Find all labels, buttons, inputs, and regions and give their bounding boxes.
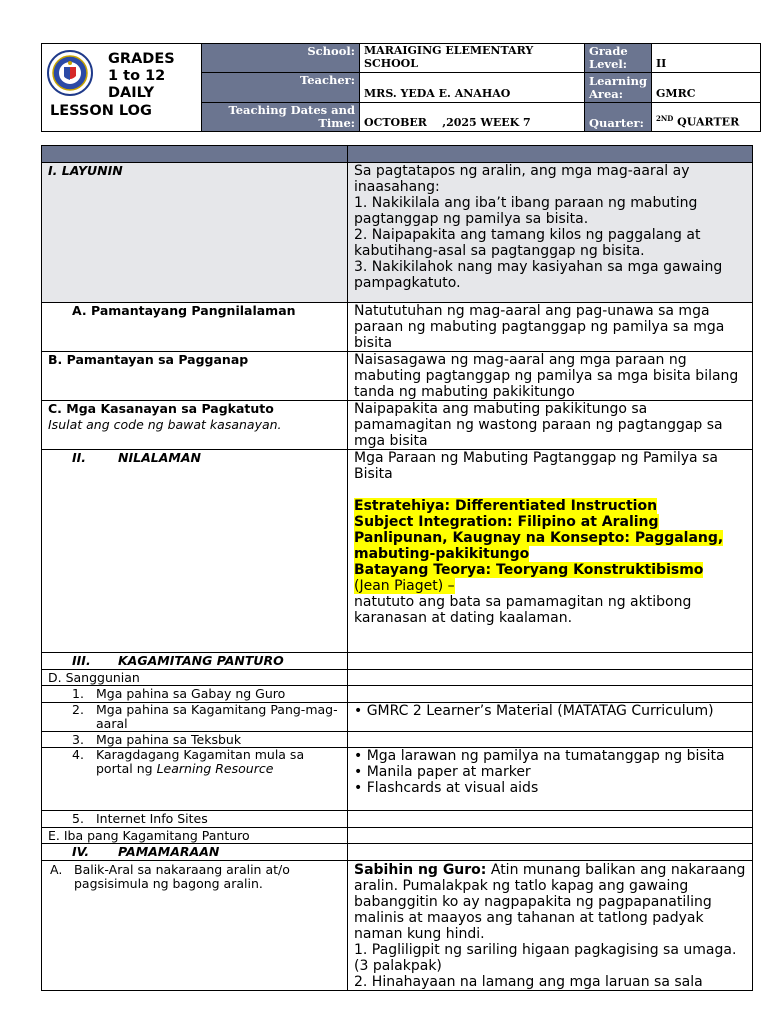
teaching-dates-value: OCTOBER ,2025 WEEK 7 bbox=[360, 102, 585, 131]
header-table bbox=[41, 43, 761, 132]
quarter-value: $^{2ND}$ QUARTER bbox=[652, 102, 761, 131]
row-layunin bbox=[42, 163, 753, 303]
school-value: MARAIGING ELEMENTARY SCHOOL bbox=[360, 44, 585, 73]
teaching-dates-label: Teaching Dates and Time: bbox=[202, 102, 360, 131]
row-pamantayan-pagganap bbox=[42, 352, 753, 401]
nilalaman-label: II. NILALAMAN bbox=[42, 450, 348, 653]
grade-level-value: II bbox=[652, 44, 761, 73]
row-pamantayang-pangnilalaman bbox=[42, 303, 753, 352]
layunin-content: Sa pagtatapos ng aralin, ang mga mag-aaral ay inaasahang: 1. Nakikilala ang iba’t ibang paraan ng mabuting pagtanggap ng pamilya sa bisita. 2. Naipapakita ang tamang kilos ng paggalang at kabutihang-asal sa pagtanggap ng bisita. 3. Nakikilahok nang may kasiyahan sa mga gawaing pampagkatuto. bbox=[348, 163, 753, 303]
learning-area-label: Learning Area: bbox=[585, 73, 652, 102]
sanggunian-label: D. Sanggunian bbox=[42, 669, 348, 686]
kasanayan-value: Naipapakita ang mabuting pakikitungo sa pamamagitan ng wastong paraan ng pagtanggap sa mga bisita bbox=[348, 401, 753, 450]
row-kagamitan bbox=[42, 653, 753, 670]
kagamitan-label: III. KAGAMITANG PANTURO bbox=[42, 653, 348, 670]
balik-aral-content: Sabihin ng Guro: Atin munang balikan ang nakaraang aralin. Pumalakpak ng tatlo kapag ang gawaing babanggitin ko ay nagpapakita ng pagpapanatiling malinis at maayos ang tahanan at tatlong padyak naman kung hindi. 1. Pagliligpit ng sariling higaan pagkagising sa umaga. (3 palakpak) 2. Hinahayaan na lamang ang mga laruan sa sala bbox=[348, 860, 753, 990]
learning-area-value: GMRC bbox=[652, 73, 761, 102]
deped-seal-icon bbox=[47, 50, 93, 96]
lesson-log-table bbox=[41, 145, 753, 991]
kasanayan-label: C. Mga Kasanayan sa Pagkatuto bbox=[48, 401, 274, 416]
kagamitang-pang-value: • GMRC 2 Learner’s Material (MATATAG Curriculum) bbox=[348, 702, 753, 731]
table-header-row bbox=[42, 146, 753, 163]
karagdagang-content: • Mga larawan ng pamilya na tumatanggap ng bisita • Manila paper at marker • Flashcards at visual aids bbox=[348, 748, 753, 811]
nilalaman-content: Mga Paraan ng Mabuting Pagtanggap ng Pamilya sa Bisita Estratehiya: Differentiated Instruction Subject Integration: Filipino at Araling Panlipunan, Kaugnay na Konsepto: Paggalang, mabuting-pakikitungo Batayang Teorya: Teoryang Konstruktibismo (Jean Piaget) – natututo ang bata sa pamamagitan ng aktibong karanasan at dating kaalaman. bbox=[348, 450, 753, 653]
row-balik-aral bbox=[42, 860, 753, 990]
balik-aral-label: A. Balik-Aral sa nakaraang aralin at/o pagsisimula ng bagong aralin. bbox=[42, 860, 348, 990]
kagamitang-pang-label: 2. Mga pahina sa Kagamitang Pang-mag-aaral bbox=[42, 702, 348, 731]
iba-pang-label: E. Iba pang Kagamitang Panturo bbox=[42, 827, 348, 844]
kasanayan-sublabel: Isulat ang code ng bawat kasanayan. bbox=[48, 417, 282, 432]
row-gabay bbox=[42, 686, 753, 703]
grade-level-label: Grade Level: bbox=[585, 44, 652, 73]
title-grades: GRADES 1 to 12 DAILY bbox=[108, 51, 175, 101]
gabay-label: 1. Mga pahina sa Gabay ng Guro bbox=[42, 686, 348, 703]
quarter-label: Quarter: bbox=[585, 102, 652, 131]
row-teksbuk bbox=[42, 731, 753, 748]
row-nilalaman bbox=[42, 450, 753, 653]
school-label: School: bbox=[202, 44, 360, 73]
row-kasanayan bbox=[42, 401, 753, 450]
row-kagamitang-pang bbox=[42, 702, 753, 731]
teksbuk-label: 3. Mga pahina sa Teksbuk bbox=[42, 731, 348, 748]
row-internet bbox=[42, 811, 753, 828]
pamantayang-pangnilalaman-value: Natututuhan ng mag-aaral ang pag-unawa sa mga paraan ng mabuting pagtanggap ng pamilya sa mga bisita bbox=[348, 303, 753, 352]
teacher-value: MRS. YEDA E. ANAHAO bbox=[360, 73, 585, 102]
row-iba-pang bbox=[42, 827, 753, 844]
karagdagang-label: 4. Karagdagang Kagamitan mula sa portal ng Learning Resource bbox=[42, 748, 348, 811]
pamantayan-pagganap-label: B. Pamantayan sa Pagganap bbox=[42, 352, 348, 401]
header-logo-cell bbox=[42, 44, 202, 132]
title-lesson-log: LESSON LOG bbox=[50, 103, 152, 119]
row-karagdagang bbox=[42, 748, 753, 811]
pamamaraan-label: IV. PAMAMARAAN bbox=[42, 844, 348, 861]
pamantayan-pagganap-value: Naisasagawa ng mag-aaral ang mga paraan ng mabuting pagtanggap ng pamilya sa mga bisita bilang tanda ng mabuting pakikitungo bbox=[348, 352, 753, 401]
internet-label: 5. Internet Info Sites bbox=[42, 811, 348, 828]
teacher-label: Teacher: bbox=[202, 73, 360, 102]
layunin-label: I. LAYUNIN bbox=[48, 163, 123, 178]
row-sanggunian bbox=[42, 669, 753, 686]
pamantayang-pangnilalaman-label: A. Pamantayang Pangnilalaman bbox=[42, 303, 348, 352]
row-pamamaraan bbox=[42, 844, 753, 861]
